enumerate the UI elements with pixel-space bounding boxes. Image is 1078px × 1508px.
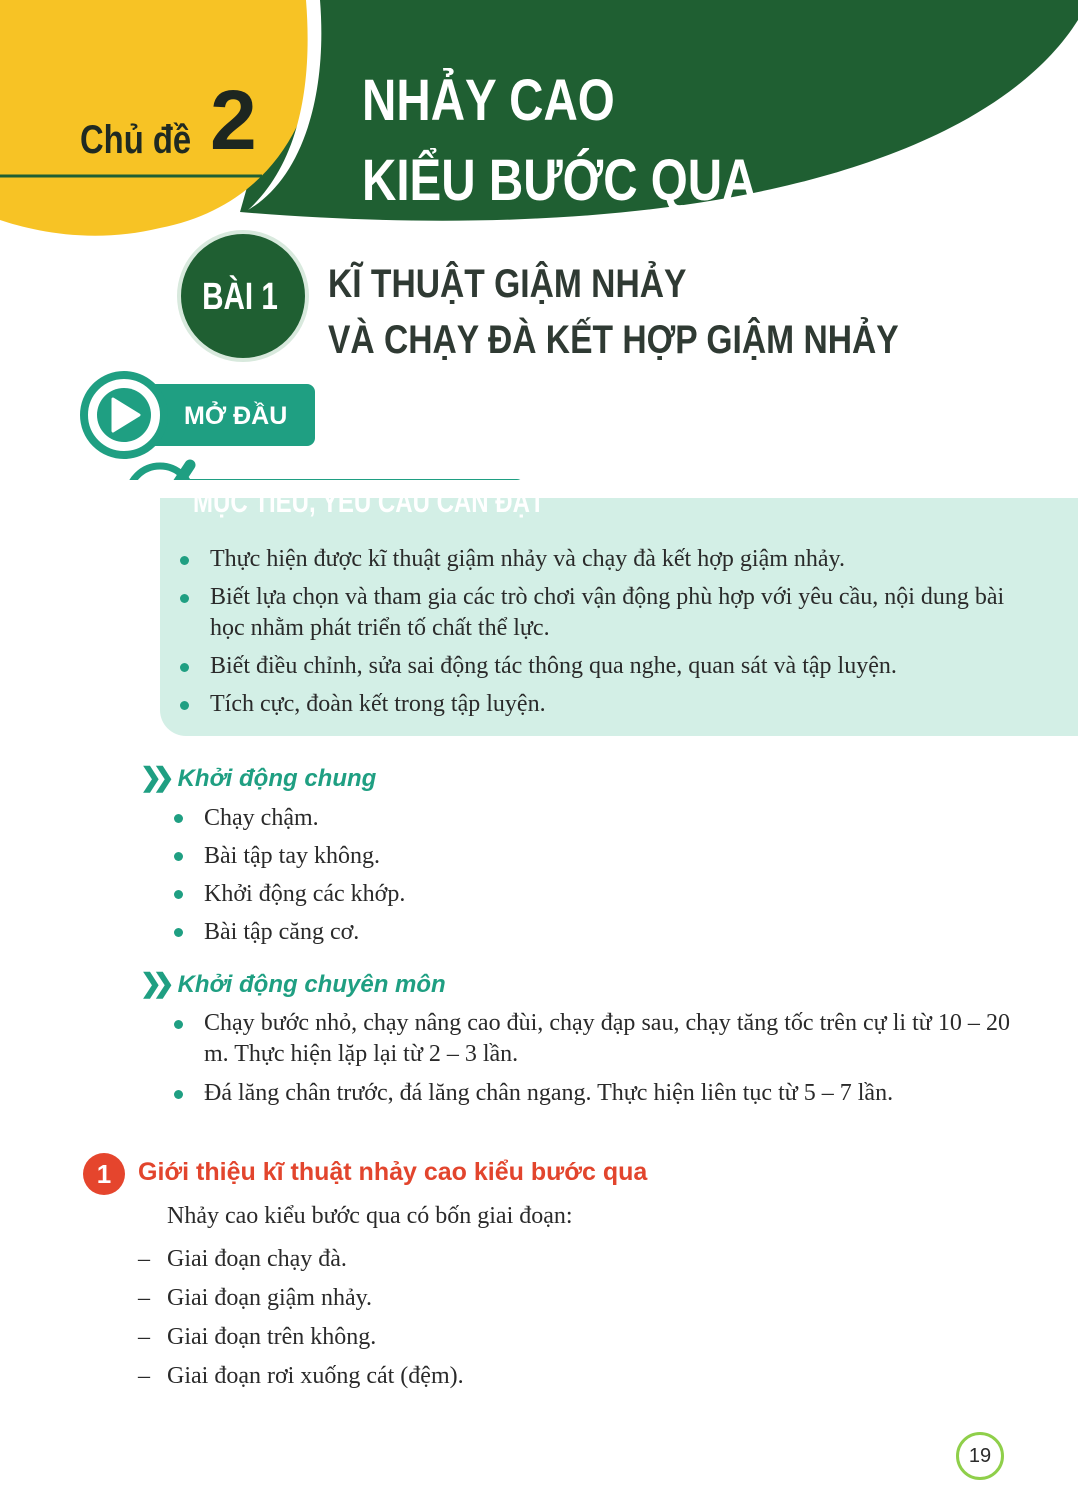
list-item: Bài tập căng cơ. <box>170 913 1040 951</box>
lesson-title-line2: VÀ CHẠY ĐÀ KẾT HỢP GIẬM NHẢY <box>328 318 899 362</box>
stage-item: – Giai đoạn trên không. <box>138 1318 464 1357</box>
topic-label: Chủ đề <box>80 118 192 162</box>
section-number-badge: 1 <box>83 1153 125 1195</box>
objective-item: Biết lựa chọn và tham gia các trò chơi vận động phù hợp với yêu cầu, nội dung bài học nhằm phát triển tố chất thể lực. <box>176 582 1036 644</box>
lesson-title-line1: KĨ THUẬT GIẬM NHẢY <box>328 262 687 306</box>
objective-item: Tích cực, đoàn kết trong tập luyện. <box>176 689 1036 720</box>
list-item: Bài tập tay không. <box>170 837 1040 875</box>
chapter-title-line2: KIỂU BƯỚC QUA <box>362 148 757 213</box>
stages-list <box>138 1240 464 1396</box>
warmup-general-title: Khởi động chung <box>177 765 377 792</box>
objective-item: Thực hiện được kĩ thuật giậm nhảy và chạy đà kết hợp giậm nhảy. <box>176 544 1036 575</box>
warmup-specific-title: Khởi động chuyên môn <box>177 971 446 998</box>
warmup-general-list <box>170 799 1040 951</box>
list-item: Khởi động các khớp. <box>170 875 1040 913</box>
objectives-label-bg <box>160 479 523 480</box>
stage-item: – Giai đoạn rơi xuống cát (đệm). <box>138 1357 464 1396</box>
objectives-label: MỤC TIÊU, YÊU CẦU CẦN ĐẠT <box>193 486 545 519</box>
intro-label: MỞ ĐẦU <box>184 402 288 430</box>
list-item: Chạy bước nhỏ, chạy nâng cao đùi, chạy đạp sau, chạy tăng tốc trên cự li từ 10 – 20 m. Thực hiện lặp lại từ 2 – 3 lần. <box>170 1008 1010 1070</box>
warmup-specific-heading <box>140 968 446 999</box>
objective-item: Biết điều chỉnh, sửa sai động tác thông qua nghe, quan sát và tập luyện. <box>176 651 1036 682</box>
stage-item: – Giai đoạn giậm nhảy. <box>138 1279 464 1318</box>
chapter-title-line1: NHẢY CAO <box>362 68 615 133</box>
warmup-general-heading <box>140 762 376 793</box>
list-item: Chạy chậm. <box>170 799 1040 837</box>
warmup-specific-list <box>170 1008 1010 1117</box>
topic-number: 2 <box>210 73 257 167</box>
lesson-badge: BÀI 1 <box>202 276 278 318</box>
stage-item: – Giai đoạn chạy đà. <box>138 1240 464 1279</box>
section-title: Giới thiệu kĩ thuật nhảy cao kiểu bước qua <box>138 1158 648 1186</box>
objectives-list <box>176 544 1036 727</box>
double-chevron-icon: ❯❯ <box>140 762 166 792</box>
stages-intro: Nhảy cao kiểu bước qua có bốn giai đoạn: <box>167 1203 573 1229</box>
double-chevron-icon: ❯❯ <box>140 968 166 998</box>
page-number: 19 <box>956 1432 1004 1480</box>
list-item: Đá lăng chân trước, đá lăng chân ngang. Thực hiện liên tục từ 5 – 7 lần. <box>170 1078 1010 1109</box>
